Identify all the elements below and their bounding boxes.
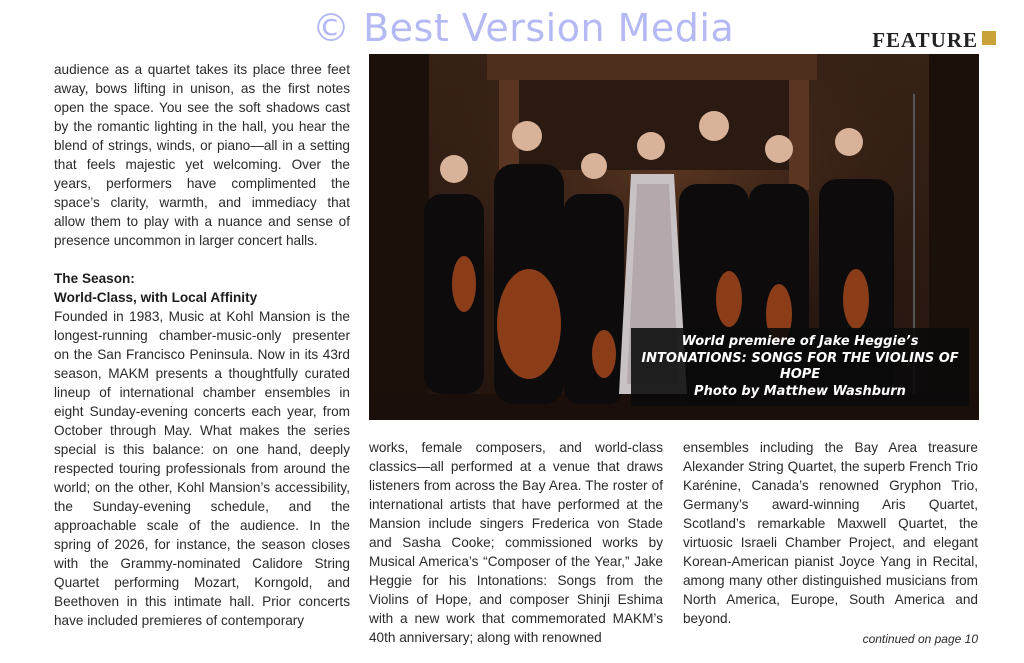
continued-note: continued on page 10 — [862, 632, 978, 646]
intro-paragraph: audience as a quartet takes its place three feet away, bows lifting in unison, as the first notes open the space. You see the soft shadows cast by the romantic lighting in the hall, you hear the blend of strings, winds, or piano—all in a setting that feels majestic yet welcoming. Over the years, performers have complimented the space’s clarity, warmth, and immediacy that allow them to play with a nuance and sense of presence uncommon in larger concert halls. — [54, 62, 350, 248]
body-paragraph: Founded in 1983, Music at Kohl Mansion is the longest-running chamber-music-only presenter on the San Francisco Peninsula. Now in its 43rd season, MAKM presents a thoughtfully curated lineup of international chamber ensembles in eight Sunday-evening concerts each year, from October through May. What makes the series special is this balance: on one hand, deeply respected touring professionals from around the world; on the other, Kohl Mansion’s accessibility, the Sunday-evening schedule, and the approachable scale of the audience. In the spring of 2026, for instance, the season closes with the Grammy-nominated Calidore String Quartet performing Mozart, Korngold, and Beethoven in this intimate hall. Prior concerts have included premieres of contemporary — [54, 309, 350, 628]
section-label: FEATURE — [872, 28, 978, 52]
section-heading-line1: The Season: — [54, 271, 135, 286]
article-column-1 — [54, 60, 350, 630]
ensemble-photo — [369, 54, 979, 420]
caption-credit: Photo by Matthew Washburn — [694, 383, 906, 399]
watermark: © Best Version Media — [312, 6, 735, 50]
caption-line2: INTONATIONS: SONGS FOR THE VIOLINS OF HOPE — [641, 350, 959, 382]
section-heading-line2: World-Class, with Local Affinity — [54, 290, 258, 305]
body-paragraph: works, female composers, and world-class classics—all performed at a venue that draws listeners from across the Bay Area. The roster of international artists that have performed at the Mansion include singers Frederica von Stade and Sasha Cooke; commissioned works by Musical America’s “Composer of the Year,” Jake Heggie for his Intonations: Songs from the Violins of Hope, and composer Shinji Eshima with a new work that commemorated MAKM’s 40th anniversary; along with renowned — [369, 440, 663, 645]
section-accent-square — [982, 31, 996, 45]
article-column-2 — [369, 438, 663, 647]
body-paragraph: ensembles including the Bay Area treasure Alexander String Quartet, the superb French Trio Karénine, Canada’s renowned Gryphon Trio, Germany’s award-winning Aris Quartet, Scotland’s remarkable Maxwell Quartet, the virtuosic Israeli Chamber Project, and elegant Korean-American pianist Joyce Yang in Recital, among many other distinguished musicians from North America, Europe, South America and beyond. — [683, 440, 978, 626]
photo-caption — [631, 328, 969, 406]
caption-line1: World premiere of Jake Heggie’s — [681, 334, 919, 349]
article-column-3 — [683, 438, 978, 628]
